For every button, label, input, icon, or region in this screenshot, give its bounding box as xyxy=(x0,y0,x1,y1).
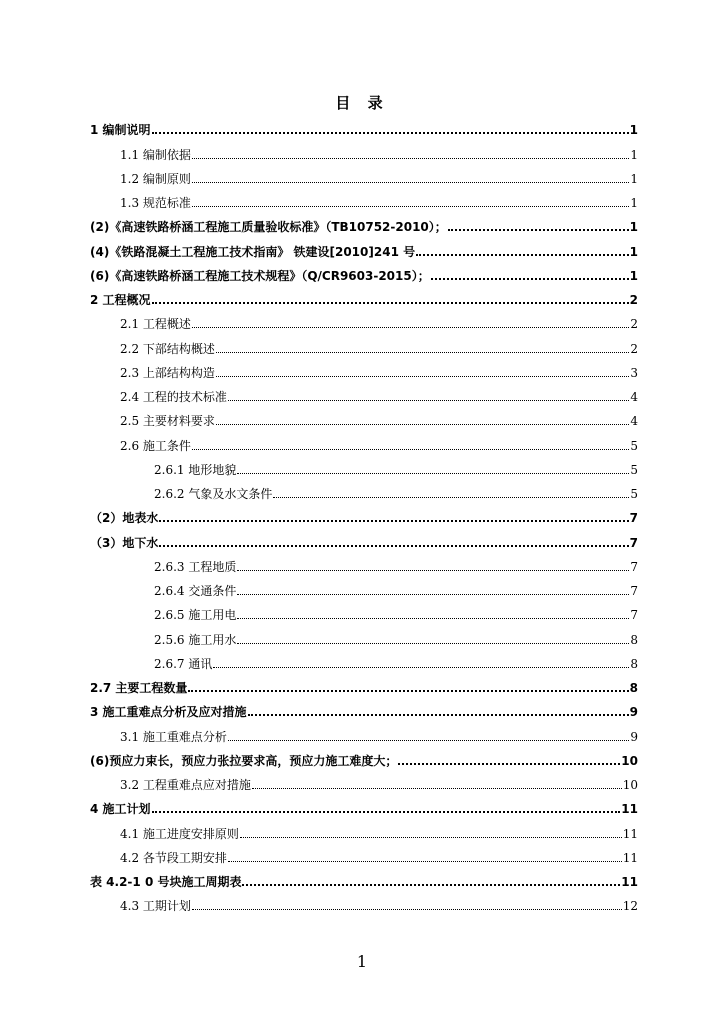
toc-entry[interactable] xyxy=(90,745,638,769)
toc-entry-title: 1.3 规范标准 xyxy=(120,196,191,210)
toc-entry-title: 4.3 工期计划 xyxy=(120,899,191,914)
toc-entry-title: 4 施工计划 xyxy=(90,802,151,817)
toc-entry-page: 9 xyxy=(630,729,638,744)
toc-entry-title: 2.6 施工条件 xyxy=(120,438,191,453)
toc-entry-page: 7 xyxy=(630,584,638,598)
toc-entry-title: 3.2 工程重难点应对措施 xyxy=(120,778,251,792)
toc-entry-page: 8 xyxy=(629,681,638,695)
toc-entry[interactable] xyxy=(90,648,638,672)
toc-entry-page: 1 xyxy=(629,268,638,283)
toc-entry-page: 10 xyxy=(621,753,638,768)
toc-entry-title: 2.3 上部结构构造 xyxy=(120,365,215,380)
toc-entry-title: 2.4 工程的技术标准 xyxy=(120,390,227,404)
toc-entry-title: (6)《高速铁路桥涵工程施工技术规程》（Q/CR9603-2015）； xyxy=(90,268,430,283)
toc-entry-page: 7 xyxy=(630,559,638,574)
toc-entry-title: 1.2 编制原则 xyxy=(120,171,191,186)
dot-leader xyxy=(152,132,629,134)
toc-entry[interactable] xyxy=(90,138,638,162)
dot-leader xyxy=(431,278,629,280)
dot-leader xyxy=(252,788,622,789)
toc-entry[interactable] xyxy=(90,308,638,332)
toc-entry-title: 2.5.6 施工用水 xyxy=(154,632,237,647)
toc-entry[interactable] xyxy=(90,454,638,478)
toc-entry-page: 4 xyxy=(630,390,638,404)
toc-entry-page: 4 xyxy=(630,414,638,429)
dot-leader xyxy=(213,667,629,668)
toc-entry[interactable] xyxy=(90,575,638,599)
toc-title: 目 录 xyxy=(335,94,389,112)
dot-leader xyxy=(188,690,628,692)
dot-leader xyxy=(192,158,629,159)
toc-entry-title: 2.6.3 工程地质 xyxy=(154,559,237,574)
toc-entry[interactable] xyxy=(90,842,638,866)
dot-leader xyxy=(228,400,629,401)
toc-entry-page: 9 xyxy=(629,705,638,720)
toc-entry-page: 5 xyxy=(630,487,638,501)
toc-entry-title: （2）地表水 xyxy=(90,511,159,526)
toc-entry[interactable] xyxy=(90,817,638,841)
toc-entry[interactable] xyxy=(90,502,638,526)
dot-leader xyxy=(273,497,629,498)
dot-leader xyxy=(152,811,621,813)
toc-entry[interactable] xyxy=(90,623,638,647)
toc-entry-page: 1 xyxy=(629,123,638,138)
dot-leader xyxy=(237,643,629,644)
dot-leader xyxy=(237,570,629,571)
toc-entry[interactable] xyxy=(90,866,638,890)
toc-entry[interactable] xyxy=(90,696,638,720)
toc-entry[interactable] xyxy=(90,211,638,235)
toc-entry-page: 5 xyxy=(630,462,638,477)
toc-entry-page: 11 xyxy=(621,875,638,889)
toc-entry-page: 11 xyxy=(622,850,638,865)
table-of-contents xyxy=(90,114,638,914)
toc-entry-title: 2.6.5 施工用电 xyxy=(154,608,237,623)
toc-entry-title: 1.1 编制依据 xyxy=(120,147,191,162)
toc-entry-page: 12 xyxy=(622,899,638,914)
toc-entry-title: 2.6.2 气象及水文条件 xyxy=(154,487,273,501)
dot-leader xyxy=(192,909,622,910)
toc-entry-title: 2.1 工程概述 xyxy=(120,317,191,332)
toc-entry[interactable] xyxy=(90,284,638,308)
toc-entry-page: 1 xyxy=(629,220,638,235)
toc-entry-page: 1 xyxy=(630,171,638,186)
toc-entry[interactable] xyxy=(90,551,638,575)
toc-entry-title: 1 编制说明 xyxy=(90,123,151,138)
toc-entry-title: 2.6.7 通讯 xyxy=(154,656,213,671)
toc-entry-title: （3）地下水 xyxy=(90,535,159,550)
toc-entry[interactable] xyxy=(90,478,638,502)
dot-leader xyxy=(237,594,629,595)
dot-leader xyxy=(237,618,629,619)
dot-leader xyxy=(398,763,620,765)
dot-leader xyxy=(192,327,629,328)
toc-entry[interactable] xyxy=(90,381,638,405)
dot-leader xyxy=(228,861,622,862)
toc-entry-page: 1 xyxy=(630,147,638,162)
toc-entry-page: 7 xyxy=(630,608,638,623)
toc-entry-title: (4)《铁路混凝土工程施工技术指南》 铁建设[2010]241 号 xyxy=(90,244,416,259)
toc-entry-title: 2.6.1 地形地貌 xyxy=(154,462,237,477)
toc-entry-title: 3 施工重难点分析及应对措施 xyxy=(90,705,247,720)
toc-entry-page: 2 xyxy=(630,341,638,356)
toc-entry-title: 2.5 主要材料要求 xyxy=(120,414,215,429)
toc-entry-title: 表 4.2-1 0 号块施工周期表 xyxy=(90,875,242,889)
toc-entry-page: 8 xyxy=(630,632,638,647)
toc-entry-title: 2.7 主要工程数量 xyxy=(90,681,188,695)
toc-entry-page: 11 xyxy=(622,826,638,841)
toc-entry-page: 11 xyxy=(621,802,638,817)
dot-leader xyxy=(192,449,629,450)
toc-entry[interactable] xyxy=(90,793,638,817)
toc-entry-title: 2 工程概况 xyxy=(90,293,151,307)
toc-entry[interactable] xyxy=(90,599,638,623)
toc-entry[interactable] xyxy=(90,235,638,259)
toc-entry-title: 3.1 施工重难点分析 xyxy=(120,729,227,744)
dot-leader xyxy=(192,206,629,207)
dot-leader xyxy=(248,714,629,716)
toc-entry[interactable] xyxy=(90,672,638,696)
dot-leader xyxy=(416,254,629,256)
toc-entry[interactable] xyxy=(90,890,638,914)
toc-entry-page: 8 xyxy=(630,656,638,671)
toc-entry[interactable] xyxy=(90,114,638,138)
dot-leader xyxy=(159,545,628,547)
dot-leader xyxy=(152,302,629,304)
toc-entry[interactable] xyxy=(90,332,638,356)
toc-entry-title: (2)《高速铁路桥涵工程施工质量验收标准》（TB10752-2010）； xyxy=(90,220,447,235)
toc-entry-title: 2.6.4 交通条件 xyxy=(154,584,237,598)
toc-entry-page: 5 xyxy=(630,438,638,453)
toc-entry[interactable] xyxy=(90,526,638,550)
toc-entry-page: 2 xyxy=(629,293,638,307)
dot-leader xyxy=(192,182,629,183)
dot-leader xyxy=(237,473,629,474)
toc-entry-page: 10 xyxy=(622,778,638,792)
toc-entry-page: 1 xyxy=(629,244,638,259)
dot-leader xyxy=(216,424,629,425)
toc-entry-title: (6)预应力束长，预应力张拉要求高，预应力施工难度大； xyxy=(90,753,398,768)
dot-leader xyxy=(240,837,622,838)
toc-entry-page: 2 xyxy=(630,317,638,332)
toc-entry-page: 1 xyxy=(630,196,638,210)
toc-entry[interactable] xyxy=(90,429,638,453)
toc-entry-page: 7 xyxy=(629,535,638,550)
toc-entry[interactable] xyxy=(90,769,638,793)
toc-entry-page: 3 xyxy=(630,365,638,380)
toc-entry[interactable] xyxy=(90,357,638,381)
dot-leader xyxy=(216,376,629,377)
dot-leader xyxy=(216,352,629,353)
toc-entry-title: 2.2 下部结构概述 xyxy=(120,341,215,356)
page-number: 1 xyxy=(356,952,368,971)
dot-leader xyxy=(228,740,629,741)
toc-entry[interactable] xyxy=(90,187,638,211)
dot-leader xyxy=(242,884,620,886)
toc-entry-title: 4.2 各节段工期安排 xyxy=(120,850,227,865)
toc-entry[interactable] xyxy=(90,260,638,284)
toc-entry[interactable] xyxy=(90,163,638,187)
dot-leader xyxy=(448,229,629,231)
dot-leader xyxy=(159,520,628,522)
toc-entry[interactable] xyxy=(90,720,638,744)
toc-entry[interactable] xyxy=(90,405,638,429)
toc-entry-page: 7 xyxy=(629,511,638,526)
toc-entry-title: 4.1 施工进度安排原则 xyxy=(120,826,239,841)
